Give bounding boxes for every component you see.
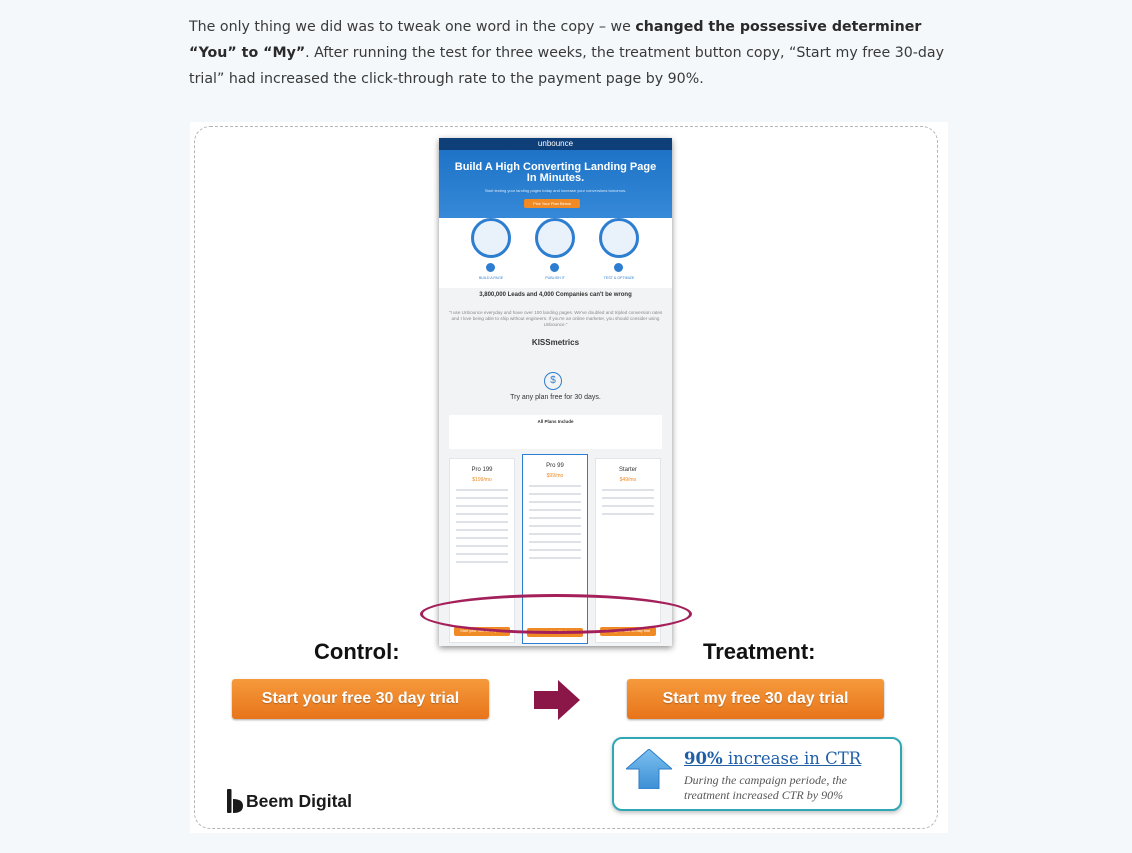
test-step-icon: [599, 218, 639, 258]
lp-all-plans: [449, 415, 662, 449]
lp-leads-text: 3,800,000 Leads and 4,000 Companies can't be wrong: [479, 292, 632, 298]
step-label: PUBLISH IT: [545, 276, 565, 280]
plan-name: Pro 99: [546, 463, 564, 469]
control-label: Control:: [314, 639, 400, 664]
lp-try-text: Try any plan free for 30 days.: [510, 394, 601, 401]
intro-text-1: The only thing we did was to tweak one word in the copy – we: [189, 19, 636, 35]
beem-logo-icon: [227, 789, 243, 813]
result-callout: [612, 737, 902, 811]
plan-name: Pro 199: [471, 467, 493, 473]
build-step-icon: [471, 218, 511, 258]
result-headline: [684, 749, 861, 768]
step-dot: [486, 263, 495, 272]
landing-page-screenshot: [439, 138, 672, 646]
treatment-label: Treatment:: [703, 639, 816, 664]
step-label: BUILD A PAGE: [478, 276, 504, 280]
result-headline-rest: increase in CTR: [722, 749, 862, 768]
lp-all-plans-title: All Plans Include: [537, 419, 574, 424]
ab-test-figure: [190, 122, 948, 833]
result-percent: 90%: [684, 749, 723, 768]
lp-logo: unbounce: [537, 139, 574, 148]
step-label: TEST & OPTIMIZE: [603, 276, 635, 280]
brand-name: Beem Digital: [246, 791, 352, 811]
right-arrow-icon: [534, 680, 580, 720]
publish-step-icon: [535, 218, 575, 258]
article-paragraph: [189, 14, 949, 92]
lp-headline: Build A High Converting Landing Page In Minutes.: [454, 161, 657, 184]
plan-price: $49/mo: [619, 477, 637, 483]
kissmetrics-logo: KISSmetrics: [531, 338, 580, 347]
result-description: During the campaign periode, the treatment increased CTR by 90%: [684, 773, 847, 802]
control-trial-button[interactable]: Start your free 30 day trial: [232, 679, 489, 719]
plan-name: Starter: [618, 467, 637, 473]
highlight-ellipse: [420, 594, 692, 634]
lp-steps: [439, 218, 672, 288]
plan-price: $199/mo: [472, 477, 492, 483]
lp-cta-button: Pick Your Plan Below: [524, 199, 580, 208]
lp-subline: Start testing your landing pages today and increase your conversions tomorrow.: [484, 188, 627, 193]
step-dot: [550, 263, 559, 272]
plan-trial-button: Start your free 30 day trial: [454, 627, 510, 636]
treatment-trial-button[interactable]: Start my free 30 day trial: [627, 679, 884, 719]
plan-trial-button: Start your free 30 day trial: [600, 627, 656, 636]
intro-bold-text: changed the possessive determiner “You” to “My”: [189, 19, 922, 61]
plan-trial-button: Start your free 30 day trial: [527, 628, 583, 637]
dollar-icon: $: [544, 372, 562, 390]
step-dot: [614, 263, 623, 272]
plan-price: $99/mo: [546, 473, 564, 479]
intro-text-2: . After running the test for three weeks, the treatment button copy, “Start my free 30-day trial” had increased the click-through rate to the payment page by 90%.: [189, 45, 944, 87]
up-arrow-icon: [626, 749, 672, 789]
lp-quote: "I use Unbounce everyday and have over 100 landing pages. We've doubled and tripled conversion rates and I love being able to ship without engineers. If you're an online marketer, you should consider using Unbounce.": [448, 310, 663, 327]
